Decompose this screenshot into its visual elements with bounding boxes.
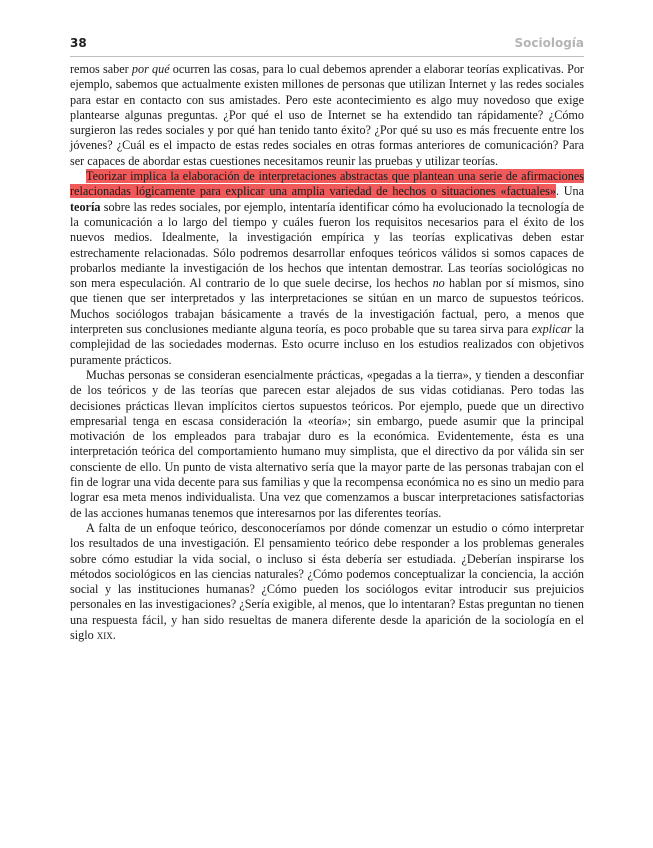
header-rule	[70, 56, 584, 57]
text-run: ocurren las cosas, para lo cual debemos aprender a elaborar teorías explicativas. Por ejemplo, sabemos que actualmente existen millones de personas que utilizan Internet y las redes sociales para estar en contacto con sus amistades. Pero este acontecimiento es algo muy novedoso que exige plantearse algunas preguntas. ¿Por qué el uso de Internet se ha extendido tan rápidamente? ¿Cómo surgieron las redes sociales y por qué han tenido tanto éxito? ¿Por qué su uso es más frecuente entre los jóvenes? ¿Cuál es el impacto de estas redes sociales en otras formas anteriores de comunicación? Para ser capaces de abordar estas cuestiones necesitamos reunir las pruebas y utilizar teorías.	[70, 62, 584, 168]
text-run: sobre las redes sociales, por ejemplo, intentaría identificar cómo ha evolucionado la tecnología de la comunicación a lo largo del tiempo y cuáles fueron los requisitos necesarios para el éxito de los nuevos medios. Idealmente, la investigación empírica y las teorías explicativas deben estar estrechamente relacionadas. Sólo podremos desarrollar enfoques teóricos válidos si somos capaces de probarlos mediante la investigación de los hechos que intentan demostrar. Las teorías sociológicas no son mera especulación. Al contrario de lo que suele decirse, los hechos	[70, 199, 584, 291]
text-run: hablan por sí mismos, sino que tienen que ser interpretados y las interpretaciones se sitúan en un marco de supuestos teóricos. Muchos sociólogos trabajan básicamente a través de la investigación factual, pero, a menos que interpreten sus conclusiones mediante alguna teoría, es poco probable que su tarea sirva para	[70, 276, 584, 337]
paragraph-1	[70, 62, 584, 169]
italic-text: por qué	[131, 62, 170, 76]
bold-term: teoría	[70, 199, 101, 214]
text-run: la complejidad de las sociedades modernas. Esto ocurre incluso en los estudios realizados con objetivos puramente prácticos.	[70, 322, 584, 367]
highlighted-text[interactable]: Teorizar implica la elaboración de interpretaciones abstractas que plantean una serie de afirmaciones relacionadas lógicamente para explicar una amplia variedad de hechos o situaciones «factuales»	[70, 169, 584, 199]
italic-text: explicar	[531, 322, 572, 337]
text-run: A falta de un enfoque teórico, desconoceríamos por dónde comenzar un estudio o cómo interpretar los resultados de una investigación. El pensamiento teórico debe responder a los problemas generales sobre cómo estudiar la vida social, o incluso si ésta debería ser estudiada. ¿Deberían inspirarse los métodos sociológicos en las ciencias naturales? ¿Cómo podemos conceptualizar la conciencia, la acción social y las instituciones humanas? ¿Cómo pueden los sociólogos evitar introducir sus prejuicios personales en las investigaciones? ¿Sería exigible, al menos, que lo intentaran? Estas preguntan no tienen una respuesta fácil, y han sido resueltas de manera diferente desde la aparición de la sociología en el siglo	[70, 520, 584, 642]
running-title: Sociología	[514, 36, 584, 50]
text-run: remos saber	[70, 62, 132, 76]
page-number: 38	[70, 36, 87, 50]
small-caps-text: xix	[96, 627, 113, 642]
paragraph-3: Muchas personas se consideran esencialmente prácticas, «pegadas a la tierra», y tienden a desconfiar de los teóricos y de las teorías que parecen estar alejados de sus vidas cotidianas. Pero todas las decisiones prácticas llevan implícitos ciertos supuestos teóricos. Por ejemplo, puede que un directivo empresarial tenga en escasa consideración la «teoría»; sin embargo, puede asumir que la principal motivación de los empleados para trabajar duro es la económica. Evidentemente, ésta es una interpretación teórica del comportamiento humano muy simplista, que el directivo da por válida sin ser consciente de ello. Un punto de vista alternativo sería que la mayor parte de las personas trabajan con el fin de lograr una vida decente para sus familias y que la recompensa económica no es sino un medio para lograr esa meta menos individualista. Una vez que comenzamos a buscar interpretaciones satisfactorias de las acciones humanas tenemos que interesarnos por las diferentes teorías.	[70, 367, 584, 520]
text-run: . Una	[555, 184, 584, 199]
text-run: .	[112, 627, 116, 642]
paragraph-2	[70, 169, 584, 368]
paragraph-4	[70, 521, 584, 643]
page-header	[70, 36, 584, 56]
body-text	[70, 62, 584, 643]
italic-text: no	[432, 276, 445, 291]
